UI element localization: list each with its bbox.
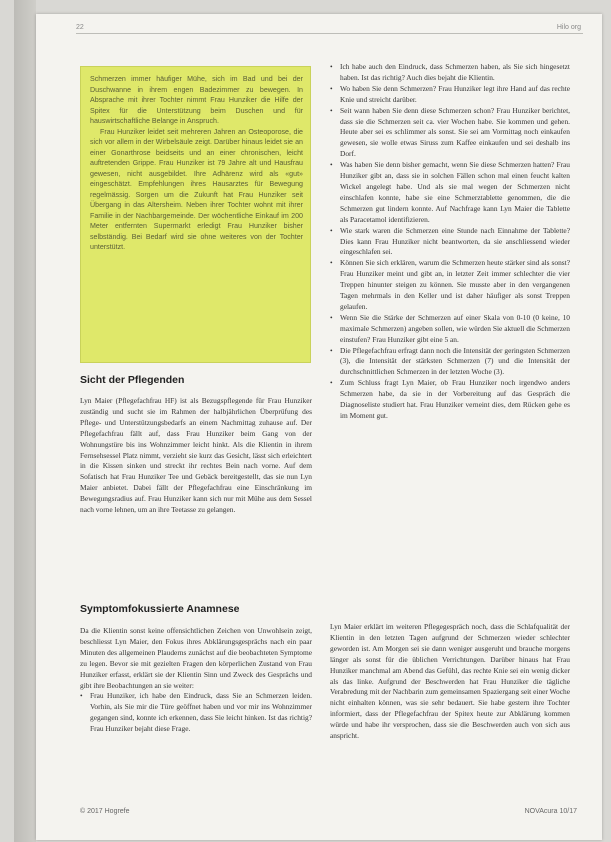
anamnese-bullet: • Frau Hunziker, ich habe den Eindruck, dass Sie an Schmerzen leiden. Vorhin, als Sie mir die Türe geöffnet haben und vor mir ins Wohnzimmer gegangen sind, konnte ich erkennen, dass Sie leicht hinken. Ist das richtig? Frau Hunziker bejaht diese Frage. [80, 691, 312, 735]
interview-bullet: • Die Pflegefachfrau erfragt dann noch die Intensität der geringsten Schmerzen (3), die Intensität der stärksten Schmerzen (7) und die Intensität der durchschnittlichen Schmerzen in der letzten Woche (3). [330, 346, 570, 379]
interview-bullet: • Wenn Sie die Stärke der Schmerzen auf einer Skala von 0-10 (0 keine, 10 maximale Schmerzen) angeben sollen, wie würden Sie aktuell die Schmerzen einstufen? Frau Hunziker gibt eine 5 an. [330, 313, 570, 346]
anamnese-bullet-list [80, 691, 312, 735]
case-intro-paragraph-2: Frau Hunziker leidet seit mehreren Jahren an Osteoporose, die sich vor allem in der Wirbelsäule zeigt. Darüber hinaus leidet sie an einer Gonarthrose beidseits und an einer chronischen, leicht auftretenden Grippe. Frau Hunziker ist 79 Jahre alt und Hausfrau gewesen, nicht ausgebildet. Ihre Adhärenz wird als «gut» eingeschätzt. Empfehlungen ihres Hausarztes für Bewegung regelmässig. Sorgen um die Zukunft hat Frau Hunziker seit Übergang in das Altersheim. Neben ihrer Tochter wohnt mit ihrer Familie in der Nachbargemeinde. Der wöchentliche Einkauf im 200 Meter entfernten Supermarkt erledigt Frau Hunziker bisher selbständig. Bei Bedarf wird sie ohne weiteres von der Tochter unterstützt. [90, 127, 303, 251]
footer-copyright: © 2017 Hogrefe [80, 808, 130, 815]
interview-bullet: • Seit wann haben Sie denn diese Schmerzen schon? Frau Hunziker berichtet, dass sie die Schmerzen seit ca. vier Wochen habe. Sie kommen und gehen. Heute aber sei es schlimmer als sonst. Sie sei am Vormittag noch einkaufen gewesen, sie wolle etwas Siruss zum Kaffee einkaufen und sei deshalb ins Dorf. [330, 106, 570, 161]
right-column-paragraph: Lyn Maier erklärt im weiteren Pflegegespräch noch, dass die Schlafqualität der Klientin in den letzten Tagen aufgrund der Schmerzen wieder schlechter geworden ist. Am Morgen sei sie dann weniger ausgeruht und brauche morgens länger als sonst für die üblichen Verrichtungen. Darüber hinaus hat Frau Hunziker manchmal am Abend das Gefühl, das rechte Knie sei ein wenig dicker als das linke. Aufgrund der Beschwerden hat Frau Hunziker die tägliche Verabredung mit der Nachbarin zum gemeinsamen Spaziergang seit einer Woche nicht einhalten können, was sie sehr bedauert. Sie habe gestern ihre Tochter informiert, dass der Pflegefachfrau der Spitex heute zur Abklärung kommen würde und habe ihr versprochen, dass sie die Beschwerden auch von sich aus anspricht. [330, 622, 570, 741]
interview-bullet: • Zum Schluss fragt Lyn Maier, ob Frau Hunziker noch irgendwo anders Schmerzen habe, da sie in der Vorbereitung auf das Gespräch die Diagnoseliste studiert hat. Frau Hunziker verneint dies, dem Rücken gehe es im Moment gut. [330, 378, 570, 422]
section-text-anamnese: Da die Klientin sonst keine offensichtlichen Zeichen von Unwohlsein zeigt, beschliesst Lyn Maier, den Fokus ihres Abklärungsgesprächs nach ein paar Minuten des allgemeinen Plauderns zunächst auf die beobachteten Symptome zu legen. Bevor sie mit gezielten Fragen den körperlichen Zustand von Frau Hunziker erfasst, erklärt sie der Klientin Sinn und Zweck des Gesprächs und gibt ihre Beobachtungen an sie weiter: [80, 626, 312, 690]
interview-bullet: • Ich habe auch den Eindruck, dass Schmerzen haben, als Sie sich hingesetzt haben. Ist das richtig? Auch dies bejaht die Klientin. [330, 62, 570, 84]
interview-bullet-list [330, 62, 570, 422]
right-column-bullets [330, 62, 570, 422]
section-block-anamnese [80, 626, 312, 735]
header-rule [76, 33, 583, 34]
interview-bullet: • Können Sie sich erklären, warum die Schmerzen heute stärker sind als sonst? Frau Hunziker meint und gibt an, in letzter Zeit immer schlechter die vier Treppen hinunter steigen zu können. Sie musste aber in den vergangenen Tagen mehrmals in den Keller und ist daher häufiger als sonst Treppen gelaufen. [330, 258, 570, 313]
interview-bullet: • Wie stark waren die Schmerzen eine Stunde nach Einnahme der Tablette? Dies kann Frau Hunziker nicht beantworten, da sie anschliessend wieder eingeschlafen sei. [330, 226, 570, 259]
section-text-pflegende: Lyn Maier (Pflegefachfrau HF) ist als Bezugspflegende für Frau Hunziker zuständig und sucht sie im Rahmen der halbjährlichen Überprüfung des Pflege- und Unterstützungsbedarfs an einem Nachmittag zuhause auf. Der Pflegefachfrau fällt auf, dass Frau Hunziker beim Gang von der Wohnungstüre bis ins Wohnzimmer leicht hinkt. Als die Klientin in ihrem Fernsehsessel Platz nimmt, verzieht sie kurz das Gesicht, lässt sich erleichtert in die Kissen sinken und streckt ihr rechtes Bein nach vorne. Auf dem Sofatisch hat Frau Hunziker Tee und Gebäck bereitgestellt, das sie nun Lyn Maier anbietet. Dabei fällt der Pflegefachfrau eine Einschränkung im Bewegungsradius auf. Frau Hunziker kann sich nur mit Mühe aus dem Sessel nach vorne lehnen, um an ihre Teetasse zu gelangen. [80, 396, 312, 515]
interview-bullet: • Was haben Sie denn bisher gemacht, wenn Sie diese Schmerzen hatten? Frau Hunziker gibt an, dass sie in solchen Fällen schon mal einen feucht kalten Wickel angelegt habe. Und als sie mal wegen der Schmerzen nicht einschlafen konnte, habe sie eine Schmerztablette genommen, die die Schmerzen gut lindern konnte. Auf Nachfrage kann Lyn Maier die Tablette als Paracetamol identifizieren. [330, 160, 570, 225]
section-heading-pflegende: Sicht der Pflegenden [80, 374, 185, 386]
page-spine-shadow [14, 0, 36, 842]
interview-bullet: • Wo haben Sie denn Schmerzen? Frau Hunziker legt ihre Hand auf das rechte Knie und streicht darüber. [330, 84, 570, 106]
page-number: 22 [76, 24, 84, 31]
footer-issue: NOVAcura 10/17 [524, 808, 577, 815]
section-heading-anamnese: Symptomfokussierte Anamnese [80, 603, 240, 615]
case-intro-box [80, 66, 311, 363]
case-intro-paragraph-1: Schmerzen immer häufiger Mühe, sich im Bad und bei der Duschwanne in ihrem engen Badezimmer zu bewegen. In Absprache mit ihrer Tochter nimmt Frau Hunziker die Hilfe der Spitex für die Unterstützung beim Duschen und für hauswirtschaftliche Belange in Anspruch. [90, 75, 303, 125]
journal-name: Hilo org [556, 24, 581, 31]
